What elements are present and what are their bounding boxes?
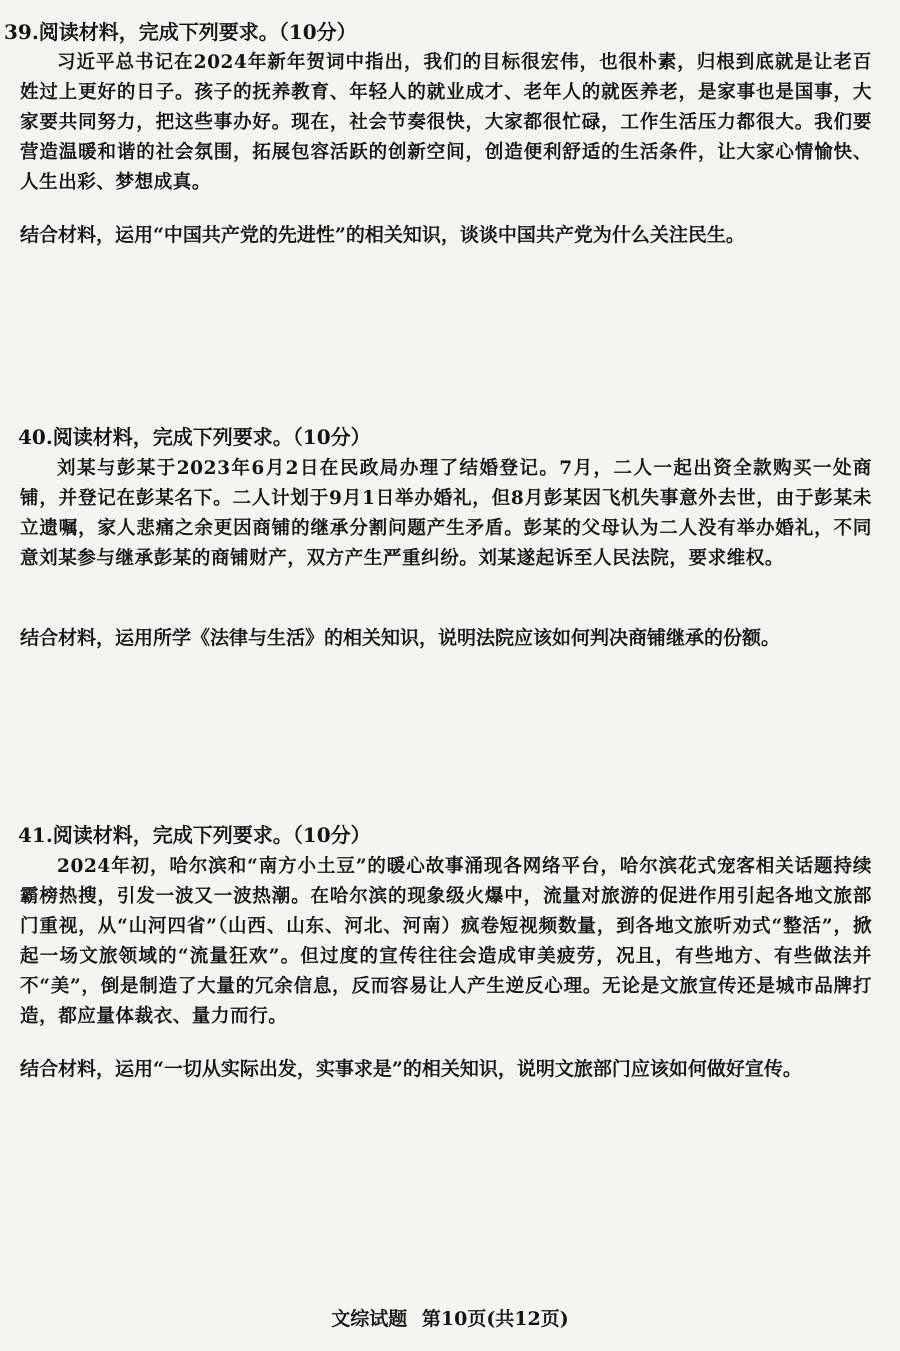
- question-40-requirement: 结合材料，运用所学《法律与生活》的相关知识，说明法院应该如何判决商铺继承的份额。: [20, 627, 781, 649]
- question-41-material: [20, 852, 872, 1032]
- question-39-material-text: 习近平总书记在2024年新年贺词中指出，我们的目标很宏伟，也很朴素，归根到底就是让老百姓过上更好的日子。孩子的抚养教育、年轻人的就业成才、老年人的就医养老，是家事也是国事，大家要共同努力，把这些事办好。现在，社会节奏很快，大家都很忙碌，工作生活压力都很大。我们要营造温暖和谐的社会氛围，拓展包容活跃的创新空间，创造便利舒适的生活条件，让大家心情愉快、人生出彩、梦想成真。: [20, 52, 872, 193]
- question-39-requirement: 结合材料，运用“中国共产党的先进性”的相关知识，谈谈中国共产党为什么关注民生。: [20, 224, 745, 246]
- page-footer: [0, 1305, 900, 1333]
- footer-subject: 文综试题: [331, 1308, 408, 1330]
- question-41-requirement: 结合材料，运用“一切从实际出发，实事求是”的相关知识，说明文旅部门应该如何做好宣传。: [20, 1058, 802, 1080]
- footer-page-number: 第10页(共12页): [421, 1308, 569, 1330]
- question-41-material-text: 2024年初，哈尔滨和“南方小土豆”的暖心故事涌现各网络平台，哈尔滨花式宠客相关话题持续霸榜热搜，引发一波又一波热潮。在哈尔滨的现象级火爆中，流量对旅游的促进作用引起各地文旅部门重视，从“山河四省”（山西、山东、河北、河南）疯卷短视频数量，到各地文旅听劝式“整活”，掀起一场文旅领域的“流量狂欢”。但过度的宣传往往会造成审美疲劳，况且，有些地方、有些做法并不“美”，倒是制造了大量的冗余信息，反而容易让人产生逆反心理。无论是文旅宣传还是城市品牌打造，都应量体裁衣、量力而行。: [20, 856, 872, 1027]
- question-41-heading: 41.阅读材料，完成下列要求。（10分）: [18, 823, 371, 847]
- question-39-material: [20, 48, 872, 198]
- question-40-material-text: 刘某与彭某于2023年6月2日在民政局办理了结婚登记。7月，二人一起出资全款购买一处商铺，并登记在彭某名下。二人计划于9月1日举办婚礼，但8月彭某因飞机失事意外去世，由于彭某未立遗嘱，家人悲痛之余更因商铺的继承分割问题产生矛盾。彭某的父母认为二人没有举办婚礼，不同意刘某参与继承彭某的商铺财产，双方产生严重纠纷。刘某遂起诉至人民法院，要求维权。: [20, 458, 872, 569]
- question-39-heading: 39.阅读材料，完成下列要求。（10分）: [4, 20, 357, 44]
- question-40-heading: 40.阅读材料，完成下列要求。（10分）: [18, 425, 371, 449]
- question-40-material: [20, 454, 872, 574]
